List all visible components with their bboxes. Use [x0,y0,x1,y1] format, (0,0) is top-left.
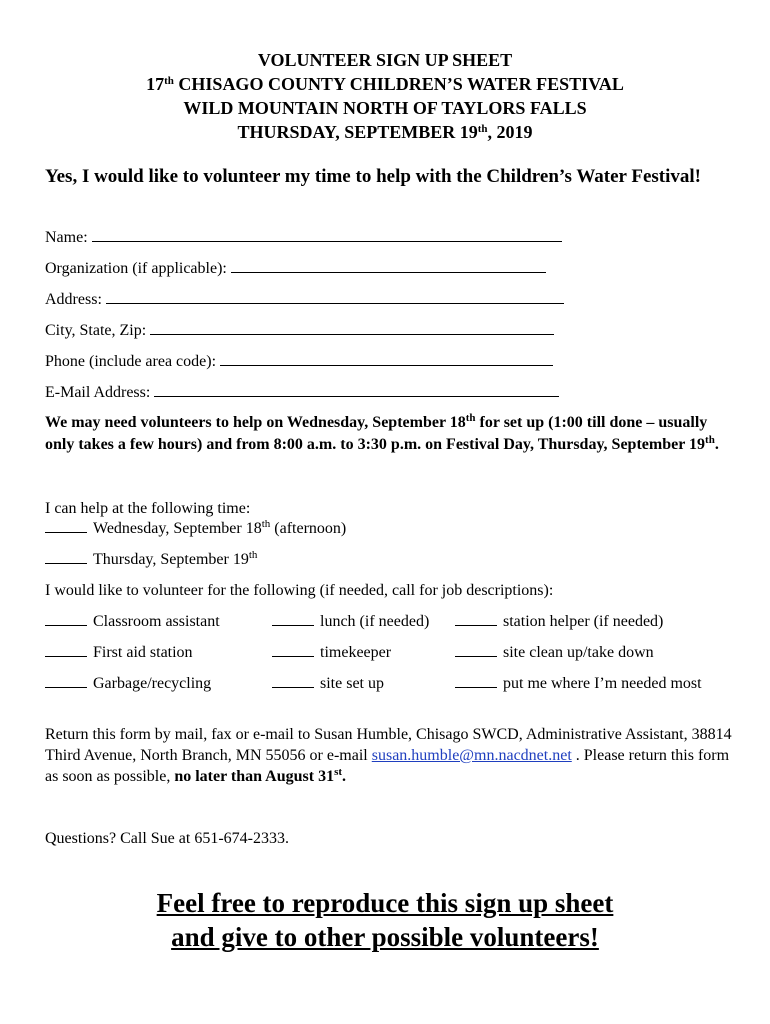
setup-note-text: . [714,436,719,453]
job-label: site set up [320,675,384,692]
ordinal-suffix: st [334,766,343,778]
job-blank[interactable] [455,642,497,657]
organization-input-line[interactable] [231,257,546,273]
wednesday-note: (afternoon) [270,520,347,537]
year-text: , 2019 [487,122,533,142]
job-blank[interactable] [45,611,87,626]
deadline-period: . [342,768,347,785]
wednesday-blank[interactable] [45,518,87,533]
job-blank[interactable] [272,642,314,657]
title-line-1 [0,48,770,72]
job-option-anywhere[interactable] [455,673,702,695]
jobs-heading: I would like to volunteer for the following (if needed, call for job descriptions): [45,582,554,599]
ordinal-suffix: th [248,549,258,561]
name-label: Name: [45,229,88,246]
return-instructions [45,724,745,787]
thursday-label: Thursday, September 19 [93,551,249,568]
thursday-blank[interactable] [45,549,87,564]
ordinal-suffix: th [164,75,174,87]
ordinal-suffix: th [477,123,488,135]
email-label: E-Mail Address: [45,384,151,401]
city-state-zip-input-line[interactable] [150,319,554,335]
deadline-text [174,768,346,785]
phone-label: Phone (include area code): [45,353,217,370]
email-link[interactable]: susan.humble@mn.nacdnet.net [371,747,572,764]
job-option-first-aid[interactable] [45,642,193,664]
job-option-station-helper[interactable] [455,611,663,633]
festival-name: CHISAGO COUNTY CHILDREN’S WATER FESTIVAL [173,74,624,94]
city-state-zip-label: City, State, Zip: [45,322,147,339]
job-blank[interactable] [455,611,497,626]
job-label: timekeeper [320,644,392,661]
job-label: site clean up/take down [503,644,654,661]
job-label: put me where I’m needed most [503,675,702,692]
address-label: Address: [45,291,102,308]
job-option-cleanup[interactable] [455,642,654,664]
job-label: Garbage/recycling [93,675,212,692]
organization-field[interactable] [45,257,546,279]
name-field[interactable] [45,226,562,248]
ordinal-suffix: th [705,434,715,446]
setup-note [45,412,735,456]
time-heading: I can help at the following time: [45,500,251,517]
job-blank[interactable] [45,642,87,657]
title-text: VOLUNTEER SIGN UP SHEET [257,50,513,70]
job-option-garbage[interactable] [45,673,211,695]
name-input-line[interactable] [92,226,562,242]
title-line-2 [0,72,770,96]
ordinal-suffix: th [465,412,476,424]
phone-input-line[interactable] [220,350,553,366]
email-input-line[interactable] [154,381,559,397]
title-line-3 [0,96,770,120]
time-option-wednesday[interactable] [45,518,346,540]
job-option-classroom[interactable] [45,611,220,633]
return-text: Return this form by mail, fax or e-mail to Susan Humble, Chisago SWCD, Administrative Assistant, 38814 Third Avenue, North Branch, MN 55056 or e-mail [45,726,732,764]
date-text: THURSDAY, SEPTEMBER 19 [237,122,478,142]
job-option-timekeeper[interactable] [272,642,391,664]
job-label: station helper (if needed) [503,613,664,630]
job-blank[interactable] [455,673,497,688]
job-blank[interactable] [272,611,314,626]
job-option-lunch[interactable] [272,611,429,633]
deadline-date: no later than August 31 [174,768,335,785]
footer-line-2: and give to other possible volunteers! [171,922,599,952]
address-input-line[interactable] [106,288,564,304]
setup-note-text: for set up (1:00 till done – usually only takes a few hours) and from 8:00 a.m. to 3:30 p.m. on Festival Day, Thursday, September 19 [45,414,708,453]
job-label: lunch (if needed) [320,613,430,630]
email-field[interactable] [45,381,559,403]
footer-line-1: Feel free to reproduce this sign up sheet [156,888,614,918]
city-state-zip-field[interactable] [45,319,554,341]
job-label: First aid station [93,644,193,661]
wednesday-label: Wednesday, September 18 [93,520,262,537]
festival-number: 17 [146,74,165,94]
ordinal-suffix: th [261,518,271,530]
address-field[interactable] [45,288,564,310]
intro-statement: Yes, I would like to volunteer my time to help with the Children’s Water Festival! [45,166,702,187]
job-blank[interactable] [272,673,314,688]
return-text: . Please return this form as soon as possible, [45,747,730,785]
phone-field[interactable] [45,350,553,372]
job-option-setup[interactable] [272,673,384,695]
title-line-4 [0,120,770,144]
location-text: WILD MOUNTAIN NORTH OF TAYLORS FALLS [183,98,587,118]
organization-label: Organization (if applicable): [45,260,227,277]
questions-text: Questions? Call Sue at 651-674-2333. [45,830,289,847]
job-label: Classroom assistant [93,613,220,630]
time-option-thursday[interactable] [45,549,257,571]
job-blank[interactable] [45,673,87,688]
setup-note-text: We may need volunteers to help on Wednesday, September 18 [45,414,466,431]
